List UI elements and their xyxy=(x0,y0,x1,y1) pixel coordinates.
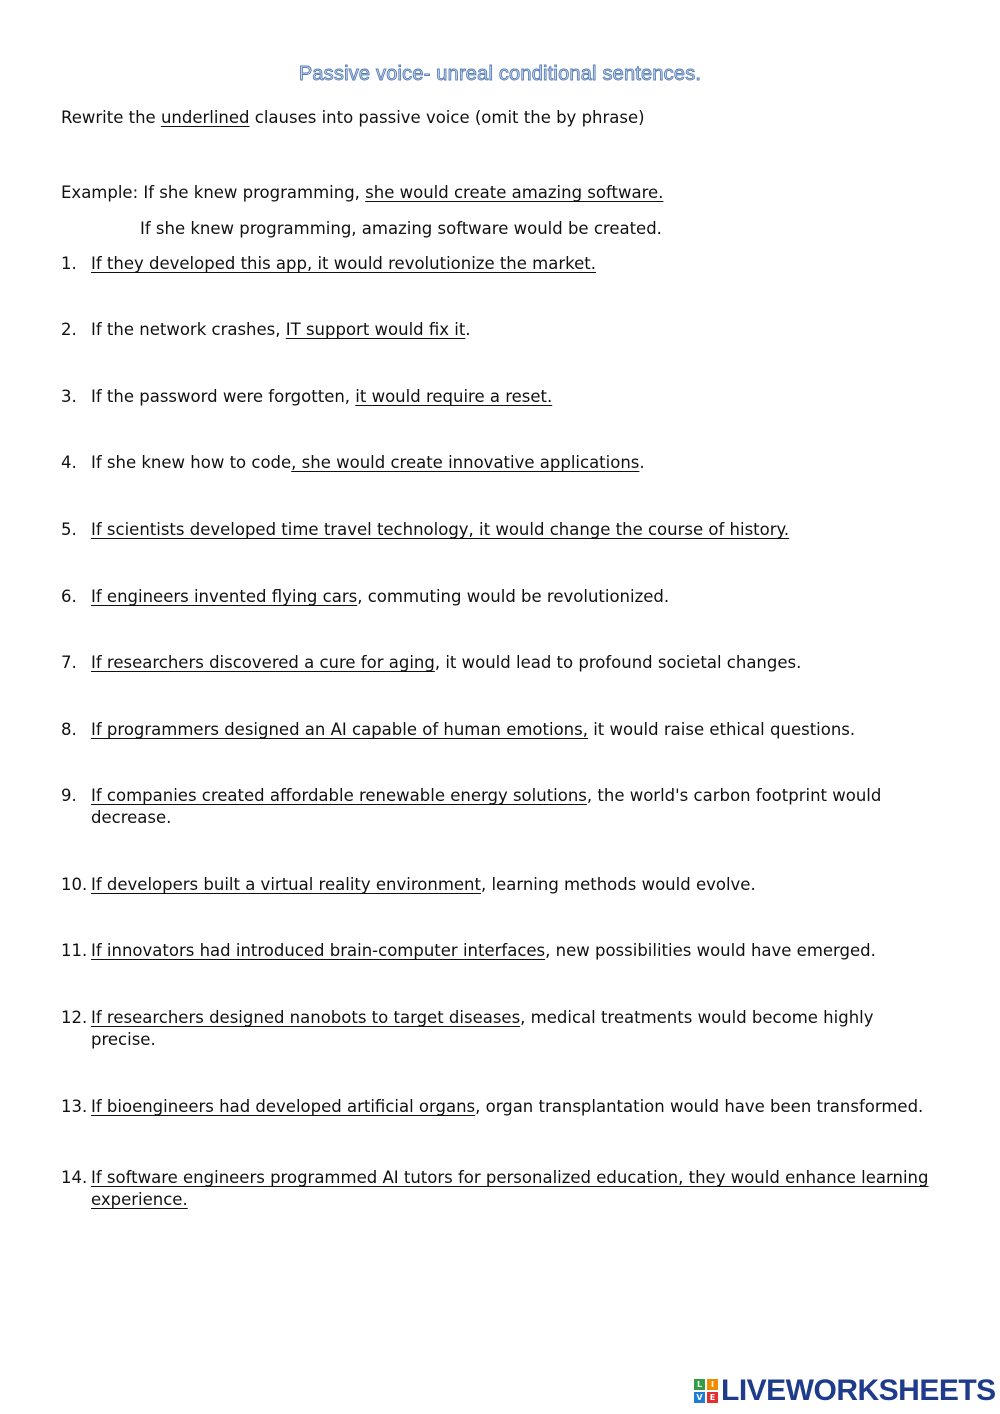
exercise-item xyxy=(91,1007,941,1051)
exercise-item xyxy=(91,719,941,741)
underlined-clause: , she would create innovative applications xyxy=(291,453,640,472)
exercise-item xyxy=(91,940,941,962)
plain-text: it would raise ethical questions. xyxy=(587,720,856,739)
exercise-item xyxy=(91,1096,941,1118)
logo-icon xyxy=(694,1379,718,1403)
instruction xyxy=(61,108,645,127)
plain-text: If the password were forgotten, xyxy=(91,387,356,406)
underlined-clause: If engineers invented flying cars xyxy=(91,587,358,606)
underlined-clause: If programmers designed an AI capable of human emotions, xyxy=(91,720,588,739)
item-number: 4. xyxy=(61,453,77,472)
item-number: 14. xyxy=(61,1168,88,1187)
item-number: 10. xyxy=(61,875,88,894)
item-number: 13. xyxy=(61,1097,88,1116)
plain-text: . xyxy=(639,453,645,472)
item-number: 7. xyxy=(61,653,77,672)
logo-tile: L xyxy=(694,1379,705,1390)
plain-text: , commuting would be revolutionized. xyxy=(357,587,670,606)
exercise-item xyxy=(91,319,941,341)
logo-tile: I xyxy=(707,1379,718,1390)
example-underlined: she would create amazing software. xyxy=(365,183,664,202)
plain-text: , organ transplantation would have been transformed. xyxy=(475,1097,924,1116)
page-title: Passive voice- unreal conditional sentences. xyxy=(298,63,702,85)
exercise-item xyxy=(91,785,941,829)
underlined-clause: If companies created affordable renewable energy solutions xyxy=(91,786,587,805)
logo-tile: E xyxy=(707,1392,718,1403)
item-number: 11. xyxy=(61,941,88,960)
item-number: 12. xyxy=(61,1008,88,1027)
plain-text: , it would lead to profound societal changes. xyxy=(434,653,802,672)
exercise-item xyxy=(91,519,941,541)
underlined-clause: If scientists developed time travel technology, it would change the course of history. xyxy=(91,520,790,539)
item-number: 1. xyxy=(61,254,77,273)
instruction-text: Rewrite the xyxy=(61,108,161,127)
plain-text: , learning methods would evolve. xyxy=(480,875,756,894)
liveworksheets-logo xyxy=(694,1374,996,1408)
plain-text: . xyxy=(465,320,471,339)
exercise-item xyxy=(91,652,941,674)
exercise-item xyxy=(91,253,941,275)
underlined-clause: If researchers discovered a cure for aging xyxy=(91,653,435,672)
underlined-clause: If bioengineers had developed artificial organs xyxy=(91,1097,476,1116)
plain-text: , medical treatments would become highly precise. xyxy=(91,1008,874,1049)
item-number: 3. xyxy=(61,387,77,406)
item-number: 8. xyxy=(61,720,77,739)
underlined-clause: If developers built a virtual reality environment xyxy=(91,875,481,894)
logo-tile: V xyxy=(694,1392,705,1403)
example-sentence xyxy=(61,183,663,202)
example-answer: If she knew programming, amazing software would be created. xyxy=(140,219,662,238)
exercise-item xyxy=(91,586,941,608)
item-number: 2. xyxy=(61,320,77,339)
exercise-item xyxy=(91,1167,941,1211)
plain-text: , the world's carbon footprint would decrease. xyxy=(91,786,882,827)
logo-text: LIVEWORKSHEETS xyxy=(721,1374,996,1407)
underlined-clause: If they developed this app, it would revolutionize the market. xyxy=(91,254,596,273)
underlined-clause: If innovators had introduced brain-computer interfaces xyxy=(91,941,546,960)
underlined-clause: IT support would fix it xyxy=(285,320,466,339)
instruction-underlined: underlined xyxy=(160,108,250,127)
item-number: 9. xyxy=(61,786,77,805)
underlined-clause: it would require a reset. xyxy=(355,387,553,406)
plain-text: If the network crashes, xyxy=(91,320,286,339)
exercise-item xyxy=(91,386,941,408)
underlined-clause: If researchers designed nanobots to target diseases xyxy=(91,1008,521,1027)
exercise-item xyxy=(91,452,941,474)
item-number: 5. xyxy=(61,520,77,539)
instruction-text-end: clauses into passive voice (omit the by phrase) xyxy=(249,108,645,127)
plain-text: , new possibilities would have emerged. xyxy=(545,941,876,960)
item-number: 6. xyxy=(61,587,77,606)
exercise-item xyxy=(91,874,941,896)
example-text: Example: If she knew programming, xyxy=(61,183,366,202)
underlined-clause: If software engineers programmed AI tutors for personalized education, they would enhance learning experience. xyxy=(91,1168,929,1209)
plain-text: If she knew how to code xyxy=(91,453,292,472)
